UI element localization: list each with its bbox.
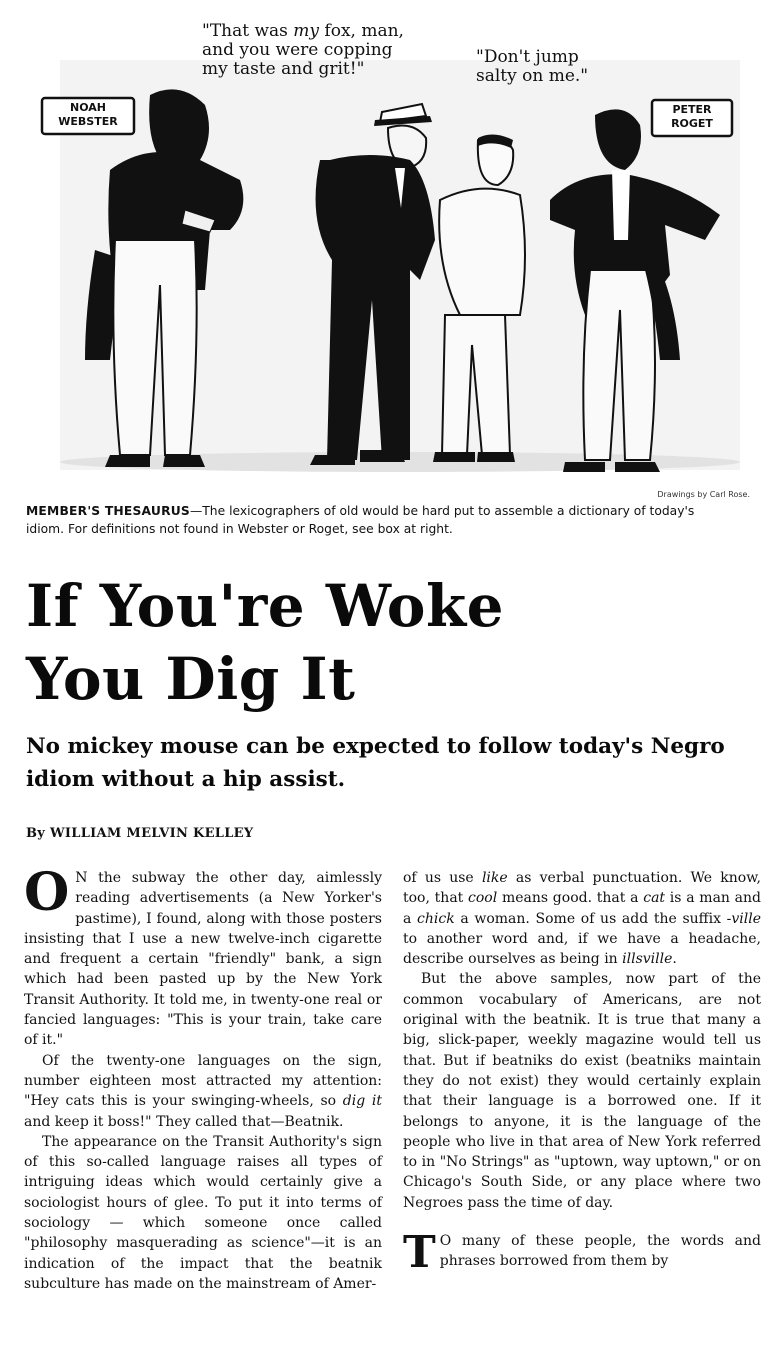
paragraph: But the above samples, now part of the common vocabulary of Americans, are not original with the beatnik. It is true that many a big, slick-paper, weekly magazine would tell us that. But if beatniks do exist (beatniks maintain they do not exist) they would certainly explain that their language is a borrowed one. If it belongs to anyone, it is the language of the people who live in that area of New York referred to in "No Strings" as "uptown, way uptown," or on Chicago's South Side, or any place where two Negroes pass the time of day. bbox=[403, 971, 761, 1211]
drop-cap: O bbox=[24, 862, 70, 923]
peter-roget-sign-label: PETER ROGET bbox=[671, 103, 713, 130]
article-column-1 bbox=[24, 862, 382, 1294]
speech-bubble-right: "Don't jump salty on me." bbox=[476, 47, 589, 86]
caption-lead: MEMBER'S THESAURUS bbox=[26, 504, 190, 518]
drop-cap: T bbox=[403, 1227, 436, 1279]
illustration-credit: Drawings by Carl Rose. bbox=[657, 490, 750, 499]
headline-line-1: If You're Woke bbox=[26, 572, 505, 640]
article-column-2 bbox=[403, 868, 761, 1279]
speech-bubble-left: "That was my fox, man, and you were copping my taste and grit!" bbox=[202, 21, 404, 79]
paragraph: T O many of these people, the words and phrases borrowed from them by bbox=[403, 1227, 761, 1279]
paragraph: O N the subway the other day, aimlessly reading advertisements (a New Yorker's pastime), I found, along with those posters insisting that I use a new twelve-inch cigarette and frequent a certain "friendly" bank, a sign which had been pasted up by the New York Transit Authority. It told me, in twenty-one real or fancied languages: "This is your train, take care of it." bbox=[24, 862, 382, 1049]
photo-caption bbox=[26, 502, 726, 538]
paragraph: of us use like as verbal punctuation. We know, too, that cool means good. that a cat is a man and a chick a woman. Some of us add the suffix -ville to another word and, if we have a headache, describe ourselves as being in illsville. bbox=[403, 870, 761, 968]
noah-webster-sign-label: NOAH WEBSTER bbox=[58, 101, 118, 128]
caption-text: —The lexicographers of old would be hard put to assemble a dictionary of today's idiom. For definitions not found in Webster or Roget, see box at right. bbox=[26, 504, 695, 536]
paragraph: The appearance on the Transit Authority's sign of this so-called language raises all types of intriguing ideas which would certainly give a sociologist hours of glee. To put it into terms of sociology — which someone once called "philosophy masquerading as science"—it is an indication of the impact that the beatnik subculture has made on the mainstream of Amer- bbox=[24, 1133, 382, 1292]
article-byline: By WILLIAM MELVIN KELLEY bbox=[26, 826, 254, 841]
paragraph: Of the twenty-one languages on the sign, number eighteen most attracted my attention: "Hey cats this is your swinging-wheels, so dig it and keep it boss!" They called that—Beatnik. bbox=[24, 1052, 382, 1130]
article-deck: No mickey mouse can be expected to follow today's Negro idiom without a hip assist. bbox=[26, 734, 725, 792]
article-headline bbox=[26, 570, 746, 716]
headline-line-2: You Dig It bbox=[26, 645, 356, 713]
